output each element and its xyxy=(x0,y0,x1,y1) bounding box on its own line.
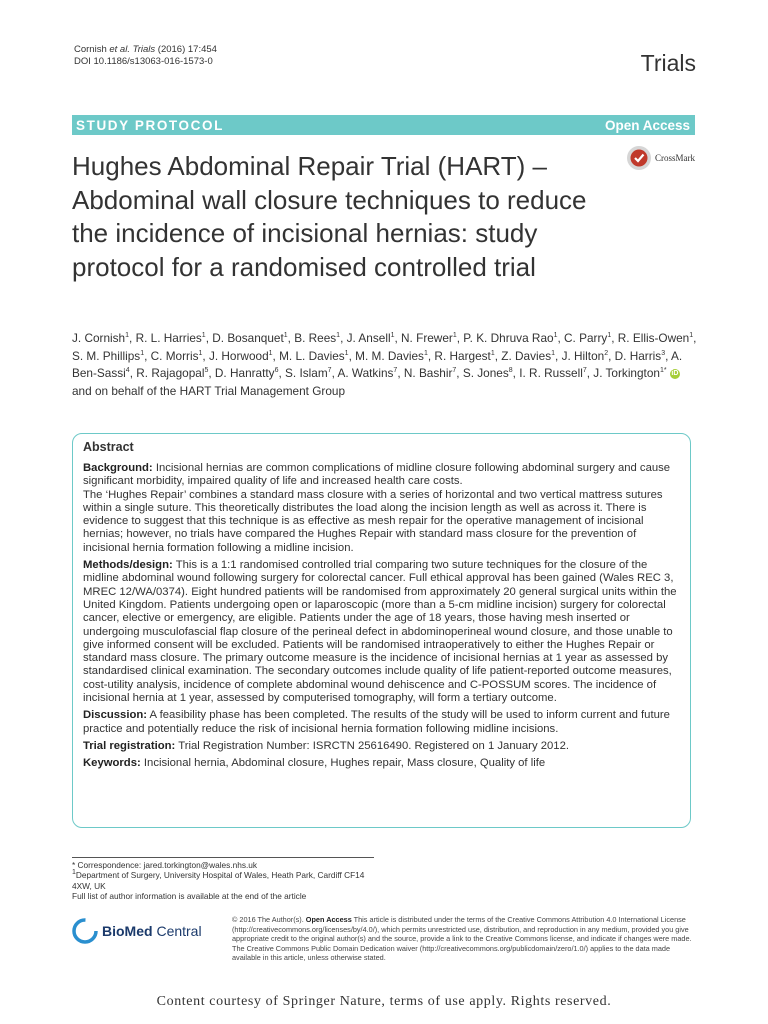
footnotes xyxy=(72,860,372,901)
article-type: STUDY PROTOCOL xyxy=(76,117,224,133)
abstract-box xyxy=(72,433,691,828)
crossmark-label: CrossMark xyxy=(655,153,695,163)
correspondence: * Correspondence: jared.torkington@wales.nhs.uk xyxy=(72,860,258,870)
citation-doi: DOI 10.1186/s13063-016-1573-0 xyxy=(74,56,213,67)
courtesy-notice: Content courtesy of Springer Nature, terms of use apply. Rights reserved. xyxy=(156,994,612,1009)
abstract-background: Background: Incisional hernias are common complications of midline closure following abdominal surgery and cause significant morbidity, impaired quality of life and increased health care costs. The ‘Hughes Repair’ combines a standard mass closure with a series of horizontal and two vertical mattress sutures within a single suture. This theoretically distributes the load along the incision length as well as across it. There is evidence to suggest that this technique is as effective as mesh repair for the operative management of incisional hernias; however, no trials have compared the Hughes Repair with standard mass closure for the prevention of incisional hernia formation following a midline incision. xyxy=(83,462,671,554)
journal-name: Trials xyxy=(640,50,696,76)
citation xyxy=(74,44,217,68)
abstract-keywords: Keywords: Incisional hernia, Abdominal closure, Hughes repair, Mass closure, Quality of life xyxy=(83,757,546,770)
orcid-icon[interactable]: iD xyxy=(671,370,679,378)
abstract-discussion: Discussion: A feasibility phase has been completed. The results of the study will be used to inform current and future practice and potentially reduce the risk of incisional hernia formation following midline incisions. xyxy=(83,709,670,735)
license-statement: © 2016 The Author(s). Open Access This article is distributed under the terms of the Creative Commons Attribution 4.0 International License (http://creativecommons.org/licenses/by/4.0/), which permits unrestricted use, distribution, and reproduction in any medium, provided you give appropriate credit to the original author(s) and the source, provide a link to the Creative Commons license, and indicate if changes were made. The Creative Commons Public Domain Dedication waiver (http://creativecommons.org/publicdomain/zero/1.0/) applies to the data made available in this article, unless otherwise stated. xyxy=(232,915,692,963)
abstract-methods: Methods/design: This is a 1:1 randomised controlled trial comparing two suture techniques for the closure of the midline abdominal wound following surgery for colorectal cancer. Full ethical approval has been gained (Wales REC 3, MREC 12/WA/0374). Eight hundred patients will be randomised from approximately 20 general surgical units within the United Kingdom. Patients undergoing open or laparoscopic (more than a 5-cm midline incision) surgery for colorectal cancer, elective or emergency, are eligible. Patients under the age of 18 years, those having mesh inserted or undergoing musculofascial flap closure of the perineal defect in abdominoperineal wound closure, and those unable to give informed consent will be excluded. Patients will be randomised intraoperatively to either the Hughes Repair or standard mass closure. The primary outcome measure is the incidence of incisional hernias at 1 year as assessed by standardised clinical examination. The secondary outcomes include quality of life patient-reported outcome measures, cost-utility analysis, incidence of complete abdominal wound dehiscence and C-POSSUM scores. The incidence of incisional hernia at 1 year, assessed by computerised tomography, will form a tertiary outcome. xyxy=(83,559,677,705)
article-title: Hughes Abdominal Repair Trial (HART) – Abdominal wall closure techniques to reduce the incidence of incisional hernias: study protocol for a randomised controlled trial xyxy=(72,151,587,282)
authors-group: and on behalf of the HART Trial Management Group xyxy=(72,383,346,398)
affiliation: $^1$Department of Surgery, University Hospital of Wales, Heath Park, Cardiff CF14 4XW, UK xyxy=(72,869,365,891)
publisher-name: BioMed Central xyxy=(102,923,202,939)
abstract-heading: Abstract xyxy=(83,440,134,454)
abstract-registration: Trial registration: Trial Registration Number: ISRCTN 25616490. Registered on 1 January 2012. xyxy=(83,739,569,752)
crossmark-icon xyxy=(626,145,652,171)
article-type-banner xyxy=(72,115,695,135)
author-info-note: Full list of author information is available at the end of the article xyxy=(72,890,307,901)
footnote-divider xyxy=(72,857,374,858)
biomed-central-icon xyxy=(72,918,98,944)
citation-line-1: Cornish et al. Trials (2016) 17:454 xyxy=(74,44,217,55)
author-list: J. Cornish$^1$, R. L. Harries$^1$, D. Bosanquet$^1$, B. Rees$^1$, J. Ansell$^1$, N. Frewer$^1$, P. K. Dhruva Rao$^1$, C. Parry$^1$, R. Ellis-Owen$^1$, S. M. Phillips$^1$, C. Morris$^1$, J. Horwood$^1$, M. L. Davies$^1$, M. M. Davies$^1$, R. Hargest$^1$, Z. Davies$^1$, J. Hilton$^2$, D. Harris$^3$, A. Ben-Sassi$^4$, R. Rajagopal$^5$, D. Hanratty$^6$, S. Islam$^7$, A. Watkins$^7$, N. Bashir$^7$, S. Jones$^8$, I. R. Russell$^7$, J. Torkington$^{1*}$ iD and on behalf of the HART Trial Management Group xyxy=(72,331,697,398)
open-access-label: Open Access xyxy=(604,117,690,133)
biomed-central-logo[interactable] xyxy=(72,918,202,944)
crossmark-badge[interactable] xyxy=(626,145,695,171)
